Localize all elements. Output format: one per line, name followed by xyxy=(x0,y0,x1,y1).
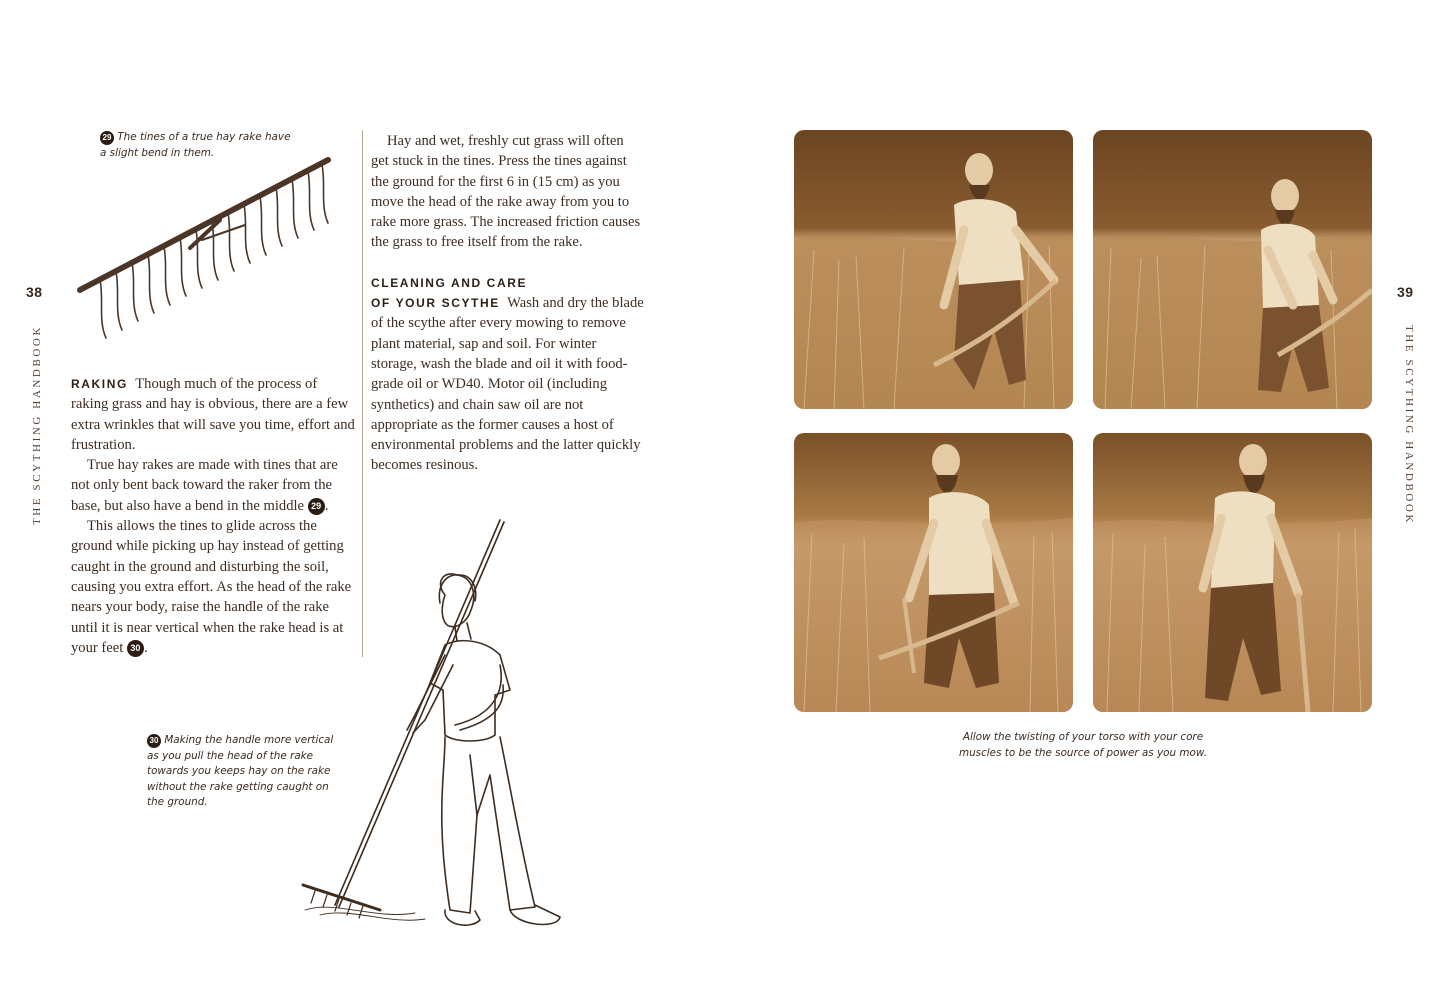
page-number-right: 39 xyxy=(1397,284,1414,300)
cleaning-heading-line1: CLEANING AND CARE xyxy=(371,275,528,290)
right-text-column xyxy=(371,131,645,476)
page-number-left: 38 xyxy=(26,284,43,300)
hay-rake-illustration xyxy=(70,150,360,350)
person-raking-illustration xyxy=(295,515,575,940)
tines-paragraph xyxy=(71,455,356,516)
figure-badge: 29 xyxy=(100,131,114,145)
running-head-left: THE SCYTHING HANDBOOK xyxy=(31,324,43,526)
friction-paragraph: Hay and wet, freshly cut grass will often get stuck in the tines. Press the tines against the ground for the first 6 in (15 cm) as you move the head of the rake away from you to rake more grass. The increased friction causes the grass to free itself from the rake. xyxy=(371,133,641,251)
photo-mowing-step-2 xyxy=(1093,130,1372,409)
glide-text: This allows the tines to glide across the ground while picking up hay instead of getting caught in the ground and disturbing the soil, causing you extra effort. As the head of the rake nears your body, raise the handle of the rake until it is near vertical when the rake head is at your feet xyxy=(71,518,352,656)
figure-badge: 30 xyxy=(147,734,161,748)
caption-text: The tines of a true hay rake have a slight bend in them. xyxy=(100,131,291,159)
caption-photo-grid: Allow the twisting of your torso with your core muscles to be the source of power as you mow. xyxy=(958,731,1208,759)
photo-mowing-step-1 xyxy=(794,130,1073,409)
photo-mowing-step-4 xyxy=(1093,433,1372,712)
raking-heading: RAKING xyxy=(71,377,128,391)
cleaning-paragraph xyxy=(371,273,645,476)
glide-text-end: . xyxy=(143,639,148,656)
figure-ref-29: 29 xyxy=(308,498,325,515)
photo-mowing-step-3 xyxy=(794,433,1073,712)
cleaning-text: Wash and dry the blade of the scythe after every mowing to remove plant material, sap and soil. For winter storage, wash the blade and oil it with food-grade oil or WD40. Motor oil (including synthetics) and chain saw oil are not appropriate as the former causes a host of environmental problems and the latter quickly becomes resinous. xyxy=(371,295,644,474)
raking-text: Though much of the process of raking grass and hay is obvious, there are a few extra wrinkles that will save you time, effort and frustration. xyxy=(71,376,355,453)
tines-text-end: . xyxy=(324,497,329,514)
caption-text: Making the handle more vertical as you pull the head of the rake towards you keeps hay on the rake without the rake getting caught on the ground. xyxy=(147,734,334,808)
raking-paragraph xyxy=(71,374,356,455)
running-head-right: THE SCYTHING HANDBOOK xyxy=(1403,324,1415,526)
figure-ref-30: 30 xyxy=(127,640,144,657)
tines-text: True hay rakes are made with tines that are not only bent back toward the raker from the base, but also have a bend in the middle xyxy=(71,457,338,514)
cleaning-heading-line2: OF YOUR SCYTHE xyxy=(371,296,500,311)
